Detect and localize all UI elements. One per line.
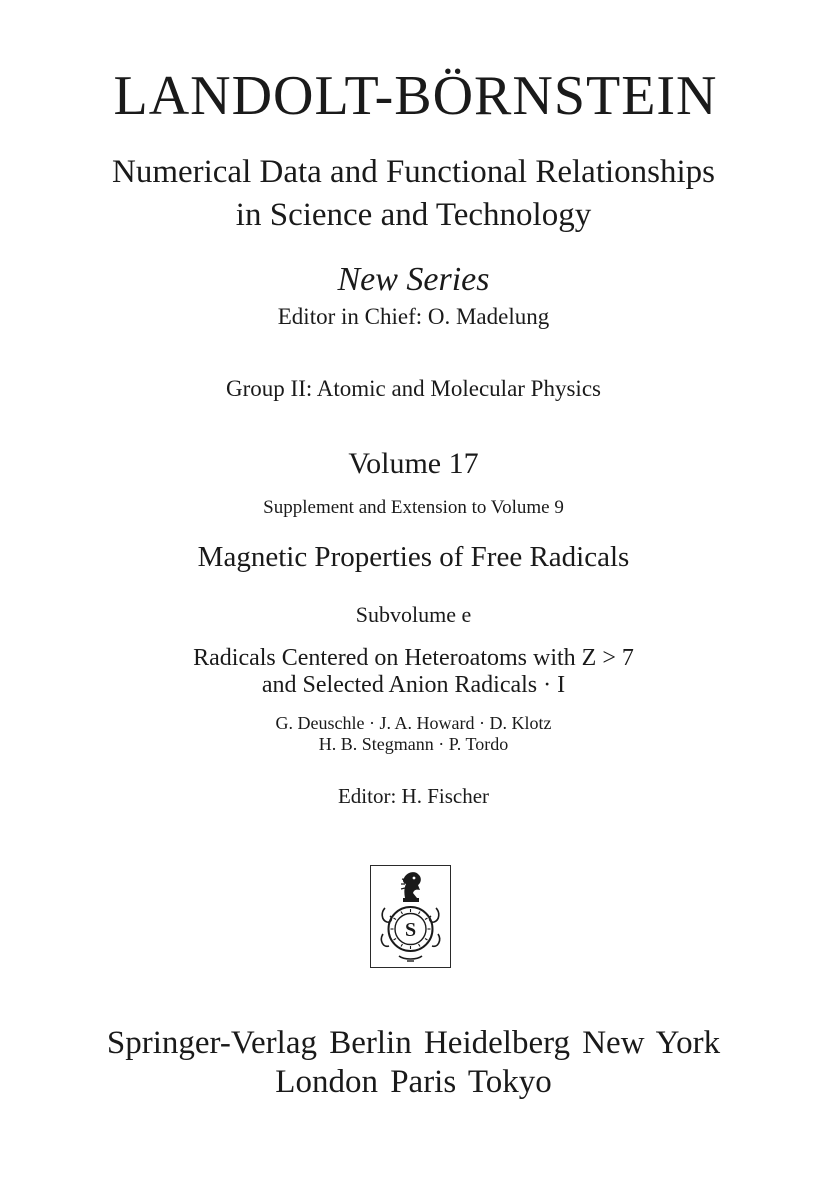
subvolume-title-line-2: and Selected Anion Radicals · I	[261, 672, 566, 698]
seal-letter: S	[404, 919, 417, 941]
series-name: New Series	[337, 261, 490, 298]
volume-label: Volume 17	[348, 447, 479, 480]
subtitle-line-1: Numerical Data and Functional Relationships	[111, 154, 716, 190]
supplement-note: Supplement and Extension to Volume 9	[263, 497, 564, 518]
authors-line-1: G. Deuschle · J. A. Howard · D. Klotz	[275, 713, 552, 733]
main-title: LANDOLT-BÖRNSTEIN	[113, 65, 718, 127]
springer-knight-seal-icon	[370, 865, 451, 968]
volume-topic: Magnetic Properties of Free Radicals	[197, 541, 630, 573]
subtitle-line-2: in Science and Technology	[235, 197, 592, 233]
authors-line-2: H. B. Stegmann · P. Tordo	[318, 734, 509, 754]
publisher-line-1: Springer-Verlag Berlin Heidelberg New York	[106, 1025, 721, 1061]
volume-editor: Editor: H. Fischer	[337, 784, 490, 808]
group-heading: Group II: Atomic and Molecular Physics	[226, 376, 601, 401]
subvolume-label: Subvolume e	[355, 602, 472, 627]
publisher-line-2: London Paris Tokyo	[275, 1064, 552, 1100]
subvolume-title-line-1: Radicals Centered on Heteroatoms with Z > 7	[193, 645, 634, 671]
editor-in-chief: Editor in Chief: O. Madelung	[277, 304, 550, 329]
